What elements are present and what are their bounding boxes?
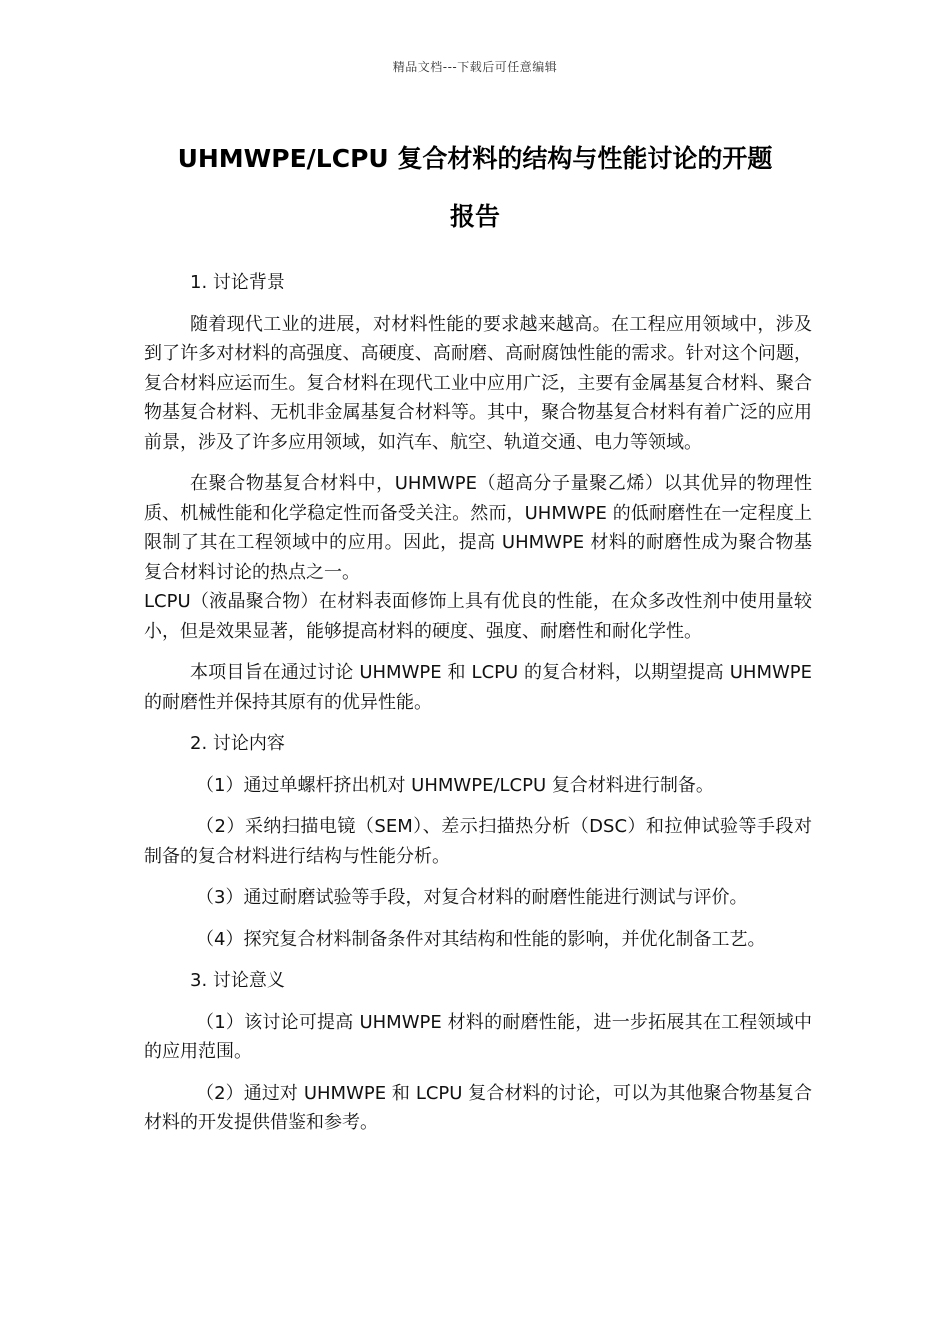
title-line-2: 报告	[449, 202, 500, 231]
paragraph-background-2-part-1: 在聚合物基复合材料中，UHMWPE（超高分子量聚乙烯）以其优异的物理性质、机械性能和化学稳定性而备受关注。然而，UHMWPE 的低耐磨性在一定程度上限制了其在工程领域中的应用。因此，提高 UHMWPE 材料的耐磨性成为聚合物基复合材料讨论的热点之一。	[144, 473, 812, 583]
significance-item-2: （2）通过对 UHMWPE 和 LCPU 复合材料的讨论，可以为其他聚合物基复合材料的开发提供借鉴和参考。	[144, 1082, 812, 1133]
content-item-2: （2）采纳扫描电镜（SEM）、差示扫描热分析（DSC）和拉伸试验等手段对制备的复合材料进行结构与性能分析。	[144, 816, 812, 867]
significance-item-1: （1）该讨论可提高 UHMWPE 材料的耐磨性能，进一步拓展其在工程领域中的应用范围。	[144, 1011, 812, 1062]
content-item-3: （3）通过耐磨试验等手段，对复合材料的耐磨性能进行测试与评价。	[196, 887, 748, 908]
paragraph-background-2-part-2: LCPU（液晶聚合物）在材料表面修饰上具有优良的性能，在众多改性剂中使用量较小，但是效果显著，能够提高材料的硬度、强度、耐磨性和耐化学性。	[144, 591, 812, 642]
paragraph-background-1: 随着现代工业的进展，对材料性能的要求越来越高。在工程应用领域中，涉及到了许多对材料的高强度、高硬度、高耐磨、高耐腐蚀性能的需求。针对这个问题，复合材料应运而生。复合材料在现代工业中应用广泛，主要有金属基复合材料、聚合物基复合材料、无机非金属基复合材料等。其中，聚合物基复合材料有着广泛的应用前景，涉及了许多应用领域，如汽车、航空、轨道交通、电力等领域。	[144, 313, 812, 453]
paragraph-background-2	[144, 469, 812, 646]
document-title	[140, 130, 810, 246]
section-heading-background: 1. 讨论背景	[190, 272, 285, 293]
content-item-1: （1）通过单螺杆挤出机对 UHMWPE/LCPU 复合材料进行制备。	[196, 774, 714, 796]
section-heading-content: 2. 讨论内容	[190, 733, 285, 754]
header-note: 精品文档---下载后可任意编辑	[392, 60, 558, 74]
title-line-1: UHMWPE/LCPU 复合材料的结构与性能讨论的开题	[177, 144, 773, 173]
section-heading-significance: 3. 讨论意义	[190, 970, 285, 991]
paragraph-background-3: 本项目旨在通过讨论 UHMWPE 和 LCPU 的复合材料，以期望提高 UHMWPE 的耐磨性并保持其原有的优异性能。	[144, 662, 812, 713]
content-item-4: （4）探究复合材料制备条件对其结构和性能的影响，并优化制备工艺。	[196, 928, 766, 950]
document-body	[144, 268, 812, 1150]
